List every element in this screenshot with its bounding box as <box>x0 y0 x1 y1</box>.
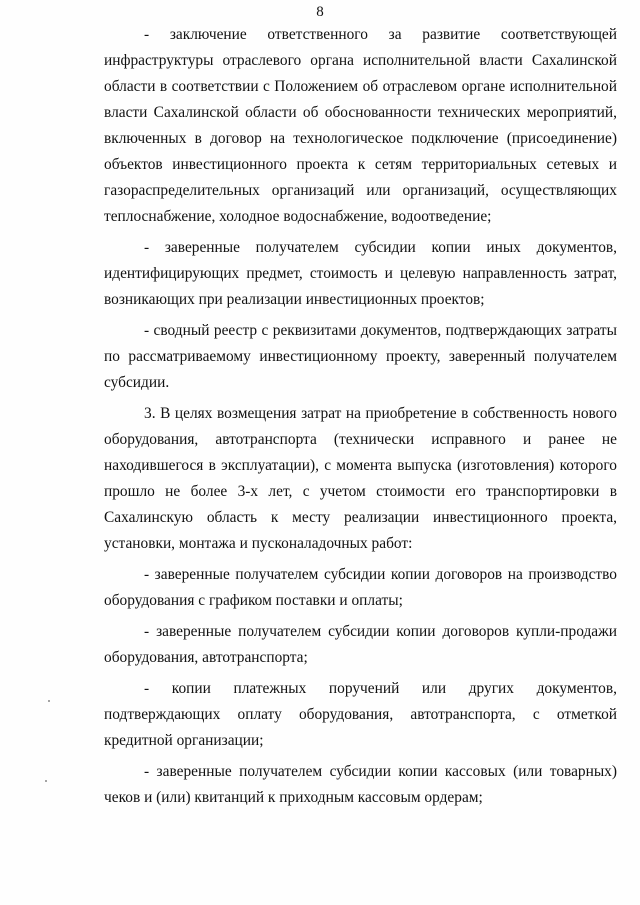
scan-speck <box>48 700 50 702</box>
paragraph-other-documents: - заверенные получателем субсидии копии иных документов, идентифицирующих предмет, стоимость и целевую направленность затрат, возникающих при реализации инвестиционных проектов; <box>104 239 617 308</box>
document-body <box>104 22 617 811</box>
paragraph-production-contracts: - заверенные получателем субсидии копии договоров на производство оборудования с графиком поставки и оплаты; <box>104 566 617 609</box>
paragraph-summary-register: - сводный реестр с реквизитами документов, подтверждающих затраты по рассматриваемому инвестиционному проекту, заверенный получателем субсидии. <box>104 322 617 391</box>
paragraph-item-3: 3. В целях возмещения затрат на приобретение в собственность нового оборудования, автотранспорта (технически исправного и ранее не находившегося в эксплуатации), с момента выпуска (изготовления) которого прошло не более 3-х лет, с учетом стоимости его транспортировки в Сахалинскую область к месту реализации инвестиционного проекта, установки, монтажа и пусконаладочных работ: <box>104 405 617 552</box>
page-number: 8 <box>316 4 324 20</box>
paragraph-payment-orders: - копии платежных поручений или других документов, подтверждающих оплату оборудования, автотранспорта, с отметкой кредитной организации; <box>104 680 617 749</box>
paragraph-sale-contracts: - заверенные получателем субсидии копии договоров купли-продажи оборудования, автотранспорта; <box>104 623 617 666</box>
paragraph-cash-receipts: - заверенные получателем субсидии копии кассовых (или товарных) чеков и (или) квитанций к приходным кассовым ордерам; <box>104 763 617 806</box>
scan-speck <box>45 780 47 782</box>
paragraph-conclusion: - заключение ответственного за развитие соответствующей инфраструктуры отраслевого органа исполнительной власти Сахалинской области в соответствии с Положением об отраслевом органе исполнительной власти Сахалинской области об обоснованности технических мероприятий, включенных в договор на технологическое подключение (присоединение) объектов инвестиционного проекта к сетям территориальных сетевых и газораспределительных организаций или организаций, осуществляющих теплоснабжение, холодное водоснабжение, водоотведение; <box>104 26 617 225</box>
